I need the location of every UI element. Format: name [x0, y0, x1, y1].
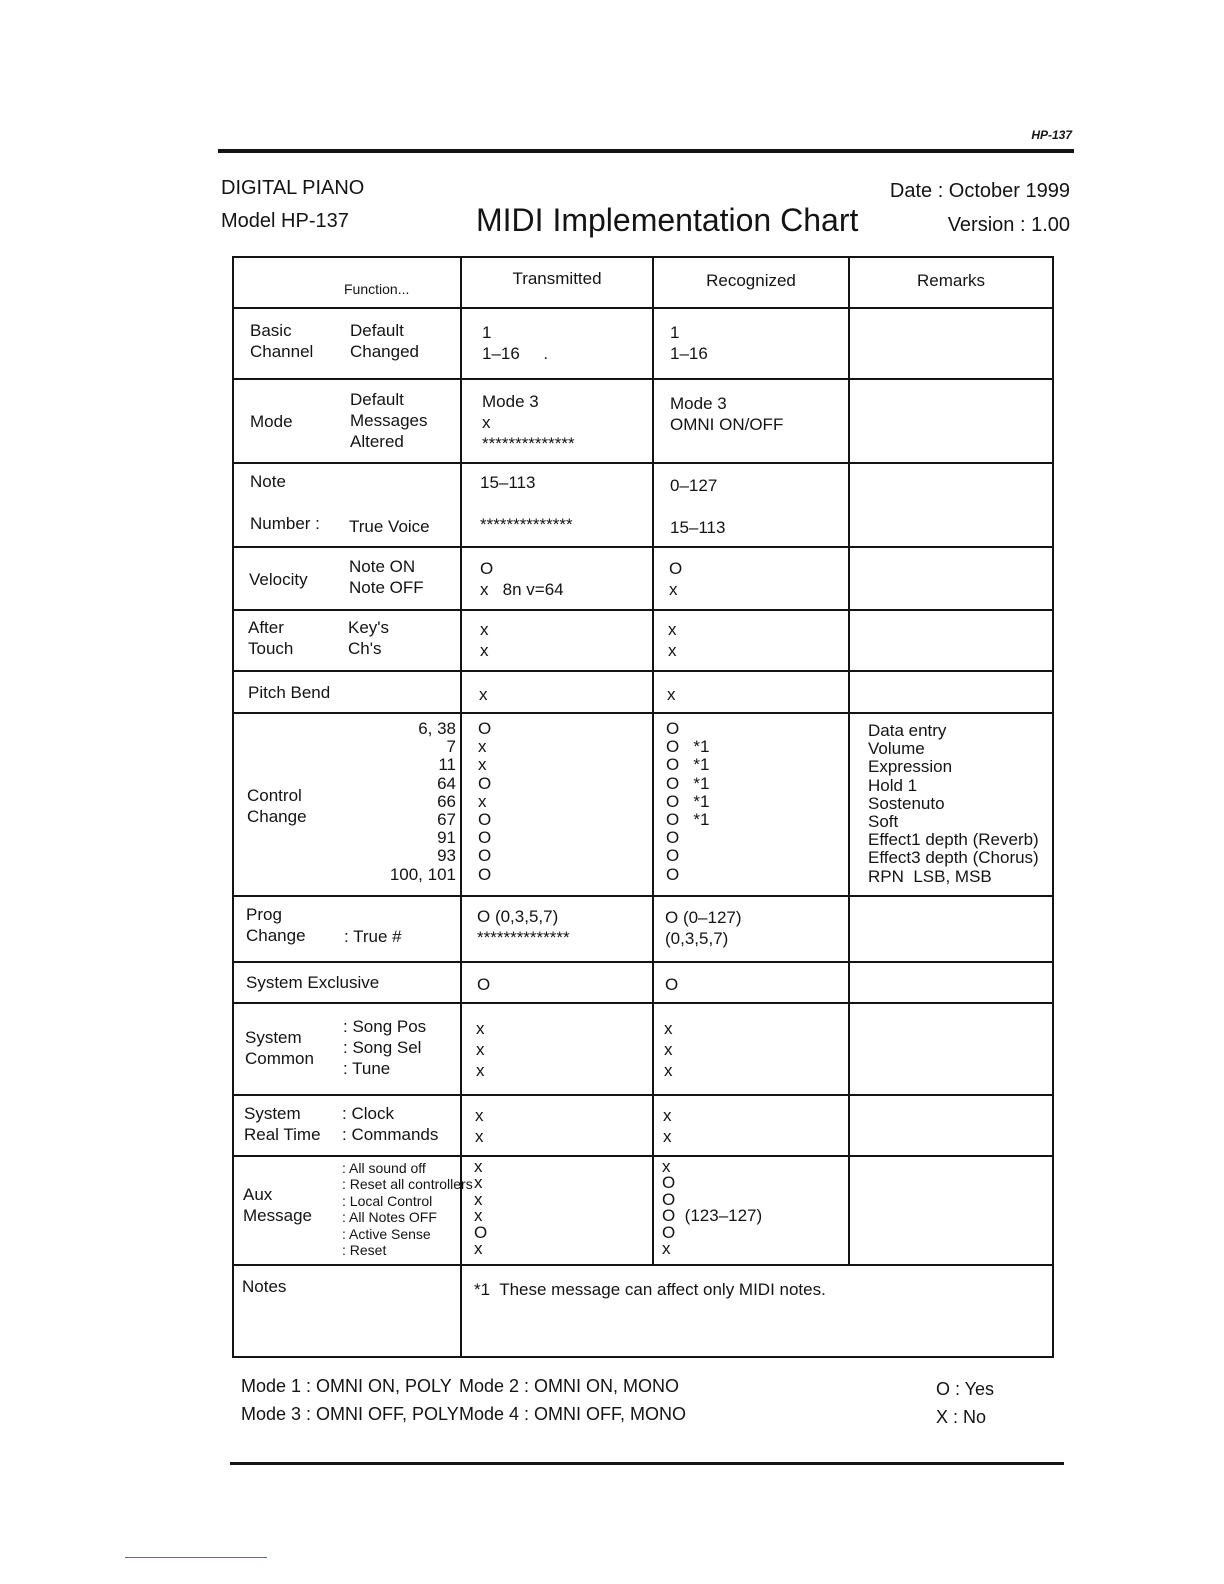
recognized-mode: Mode 3 OMNI ON/OFF [670, 394, 784, 434]
remarks-control-change: Data entry Volume Expression Hold 1 Sostenuto Soft Effect1 depth (Reverb) Effect3 depth (Chorus) RPN LSB, MSB [868, 721, 1039, 886]
page-model-code: HP-137 [1031, 128, 1072, 142]
model-name: Model HP-137 [221, 210, 349, 232]
column-divider [652, 258, 654, 1264]
recognized-basic-channel: 1 1–16 [670, 323, 708, 363]
legend-no: X : No [936, 1407, 987, 1427]
column-header-recognized: Recognized [706, 271, 796, 290]
column-header-function: Function... [344, 281, 410, 297]
legend-yes: O : Yes [936, 1379, 995, 1399]
row-label-system-common: System Common [245, 1028, 314, 1068]
recognized-after-touch: x x [668, 620, 677, 660]
transmitted-system-real-time: x x [475, 1106, 484, 1146]
row-label-notes: Notes [242, 1277, 287, 1296]
row-divider [234, 1155, 1052, 1157]
recognized-pitch-bend: x [667, 685, 676, 704]
row-label-after-touch: After Touch [248, 618, 294, 658]
row-label-note-number: Note Number : [250, 472, 320, 533]
recognized-note-number: 0–127 15–113 [670, 476, 726, 537]
column-divider [848, 258, 850, 1264]
column-header-transmitted: Transmitted [512, 269, 602, 288]
version-label: Version : 1.00 [947, 214, 1070, 236]
transmitted-prog-change: O (0,3,5,7) ************** [477, 907, 570, 947]
recognized-system-exclusive: O [665, 975, 679, 994]
row-sub-aux-message: : All sound off : Reset all controllers : Local Control : All Notes OFF : Active Sense : Reset [342, 1160, 473, 1259]
row-label-mode: Mode [250, 412, 293, 431]
row-label-system-exclusive: System Exclusive [246, 973, 380, 992]
row-label-pitch-bend: Pitch Bend [248, 683, 331, 702]
control-numbers: 6, 38 7 11 64 66 67 91 93 100, 101 [389, 719, 456, 884]
recognized-velocity: O x [669, 559, 683, 599]
recognized-system-real-time: x x [663, 1106, 672, 1146]
midi-implementation-table [232, 256, 1054, 1358]
column-header-remarks: Remarks [916, 271, 985, 290]
footer-mode-4: Mode 4 : OMNI OFF, MONO [459, 1404, 687, 1424]
row-divider [234, 546, 1052, 548]
row-sub-system-common: : Song Pos : Song Sel : Tune [343, 1017, 427, 1078]
transmitted-system-common: x x x [476, 1019, 485, 1080]
row-label-basic-channel: Basic Channel [250, 321, 314, 361]
recognized-aux-message: x O O O (123–127) O x [662, 1157, 763, 1259]
product-name: DIGITAL PIANO [221, 177, 365, 199]
row-divider [234, 712, 1052, 714]
transmitted-system-exclusive: O [477, 975, 491, 994]
row-divider [234, 307, 1052, 309]
row-label-control-change: Control Change [247, 786, 307, 826]
transmitted-note-number: 15–113 ************** [480, 473, 573, 534]
row-label-aux-message: Aux Message [243, 1185, 312, 1225]
row-sub-prog-change: : True # [344, 927, 402, 946]
row-sub-velocity: Note ON Note OFF [349, 557, 424, 597]
row-divider [234, 609, 1052, 611]
row-divider [234, 1002, 1052, 1004]
row-label-system-real-time: System Real Time [244, 1104, 321, 1144]
row-sub-note-number: True Voice [349, 517, 430, 536]
row-divider [234, 670, 1052, 672]
row-sub-mode: Default Messages Altered [350, 390, 428, 451]
transmitted-mode: Mode 3 x ************** [482, 392, 575, 453]
row-divider [234, 462, 1052, 464]
recognized-system-common: x x x [664, 1019, 673, 1080]
transmitted-aux-message: x x x x O x [474, 1157, 488, 1259]
row-sub-basic-channel: Default Changed [350, 321, 420, 361]
row-divider [234, 1264, 1052, 1266]
footer-mode-1: Mode 1 : OMNI ON, POLY [241, 1376, 452, 1396]
row-divider [234, 895, 1052, 897]
row-divider [234, 378, 1052, 380]
row-label-velocity: Velocity [249, 570, 308, 589]
top-rule [218, 149, 1074, 153]
transmitted-pitch-bend: x [479, 685, 488, 704]
row-label-prog-change: Prog Change [246, 905, 306, 945]
transmitted-velocity: O x 8n v=64 [480, 559, 564, 599]
row-sub-system-real-time: : Clock : Commands [342, 1104, 439, 1144]
footer-mode-3: Mode 3 : OMNI OFF, POLY [241, 1404, 459, 1424]
row-divider [234, 961, 1052, 963]
transmitted-basic-channel: 1 1–16 . [482, 323, 549, 363]
recognized-prog-change: O (0–127) (0,3,5,7) [665, 908, 742, 948]
page-title: MIDI Implementation Chart [476, 202, 859, 238]
row-divider [234, 1094, 1052, 1096]
link-underline [125, 1557, 267, 1558]
row-sub-after-touch: Key's Ch's [348, 618, 390, 658]
recognized-control-change: O O *1 O *1 O *1 O *1 O *1 O O O [666, 719, 710, 884]
bottom-rule [230, 1462, 1064, 1465]
date-label: Date : October 1999 [889, 180, 1070, 202]
notes-text: *1 These message can affect only MIDI notes. [474, 1280, 826, 1299]
footer-mode-2: Mode 2 : OMNI ON, MONO [459, 1376, 680, 1396]
transmitted-control-change: O x x O x O O O O [478, 719, 492, 884]
transmitted-after-touch: x x [480, 620, 489, 660]
